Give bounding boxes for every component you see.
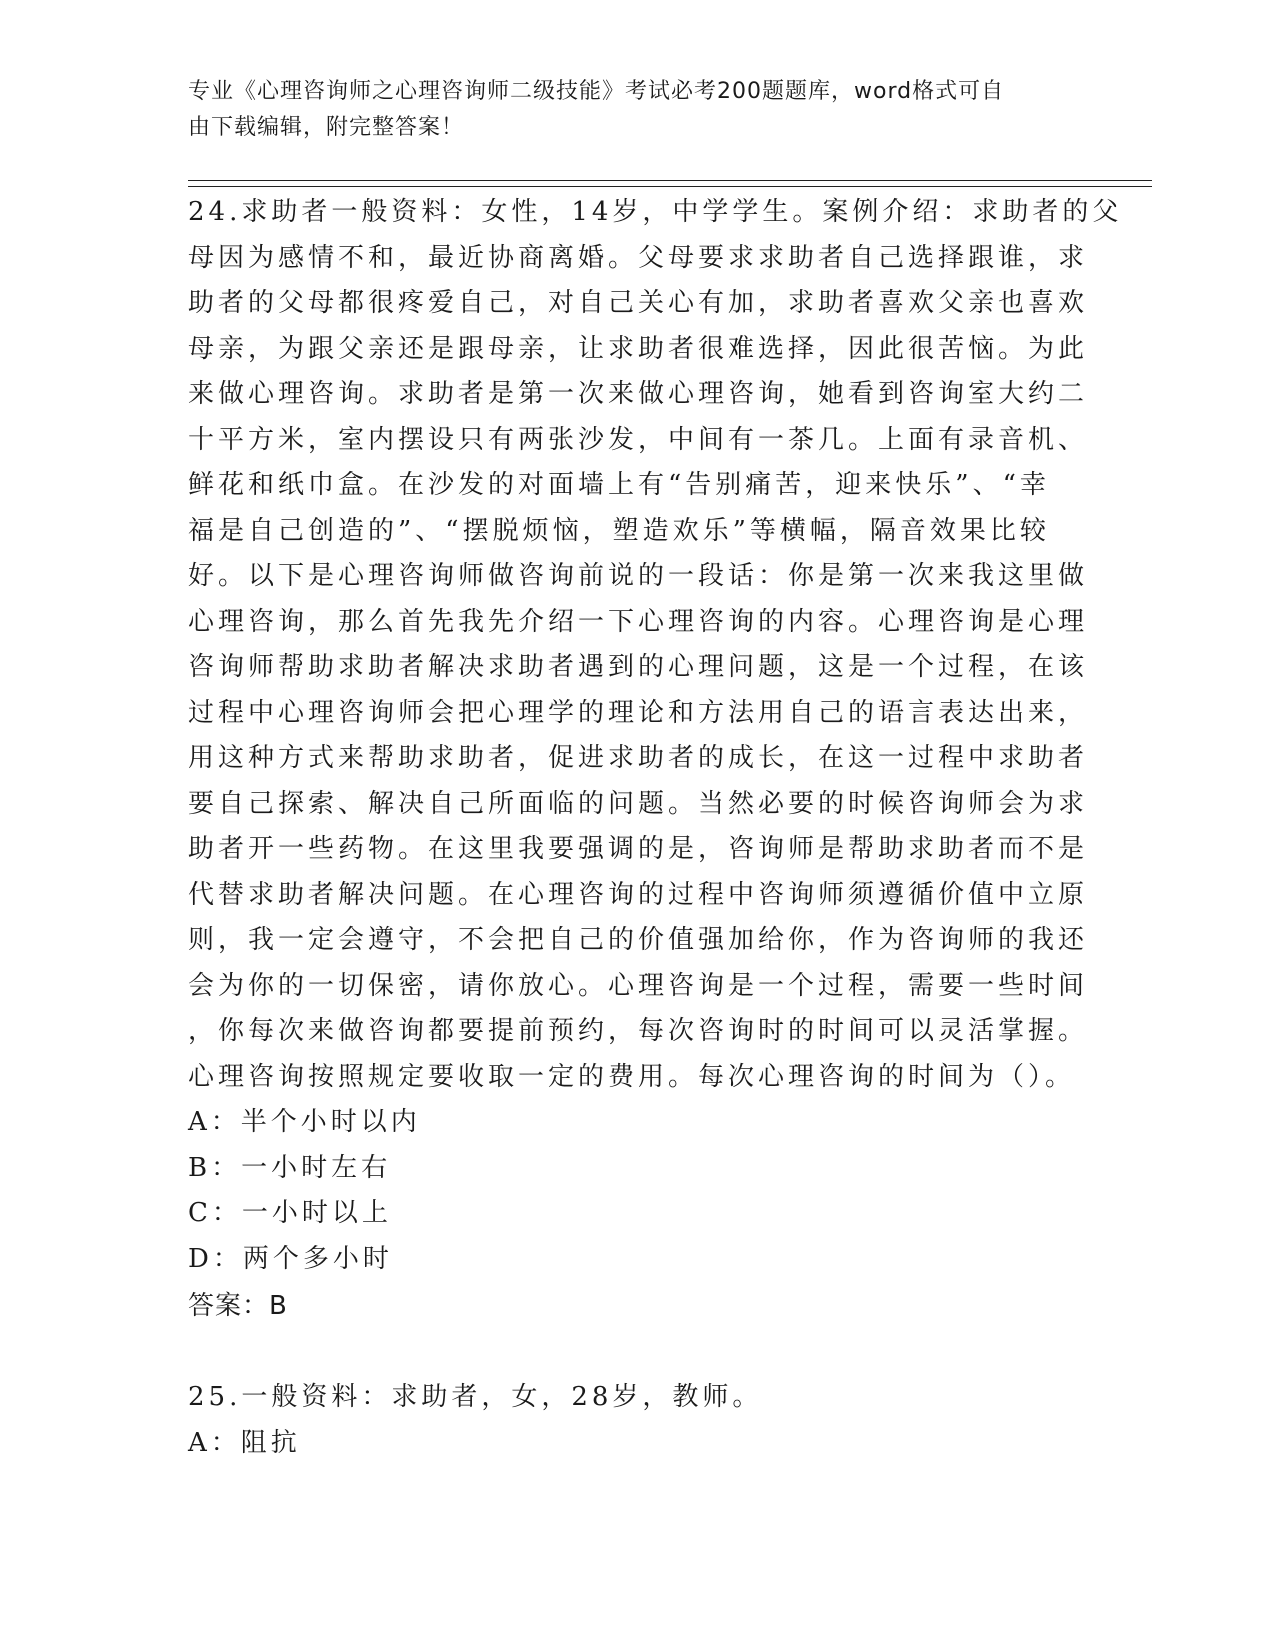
question-text-line: 代替求助者解决问题。在心理咨询的过程中咨询师须遵循价值中立原 [188,879,1089,910]
option-a: A：阻抗 [188,1427,301,1458]
header-line: 由下载编辑，附完整答案！ [188,115,465,140]
question-text-line: 助者开一些药物。在这里我要强调的是，咨询师是帮助求助者而不是 [188,834,1089,864]
question-text-line: 过程中心理咨询师会把心理学的理论和方法用自己的语言表达出来， [188,697,1089,728]
question-24 [188,190,1123,1330]
option-a: A：半个小时以内 [188,1107,421,1137]
question-25 [188,1375,1088,1466]
question-text-line: 来做心理咨询。求助者是第一次来做心理咨询，她看到咨询室大约二 [188,379,1089,409]
header-divider [188,186,1152,187]
question-text-line: 母因为感情不和，最近协商离婚。父母要求求助者自己选择跟谁，求 [188,242,1089,273]
question-text-line: 咨询师帮助求助者解决求助者遇到的心理问题，这是一个过程，在该 [188,652,1089,682]
question-text-line: 25.一般资料：求助者，女，28岁，教师。 [188,1382,763,1412]
question-text-line: 好。以下是心理咨询师做咨询前说的一段话：你是第一次来我这里做 [188,561,1089,591]
question-text-line: 福是自己创造的”、“摆脱烦恼，塑造欢乐”等横幅，隔音效果比较 [188,515,1050,546]
question-text-line: 十平方米，室内摆设只有两张沙发，中间有一茶几。上面有录音机、 [188,424,1089,455]
header-line: 专业《心理咨询师之心理咨询师二级技能》考试必考200题题库，word格式可自 [188,79,1005,104]
question-text-line: 鲜花和纸巾盒。在沙发的对面墙上有“告别痛苦，迎来快乐”、“幸 [188,470,1050,500]
question-text-line: 则，我一定会遵守，不会把自己的价值强加给你，作为咨询师的我还 [188,925,1089,955]
question-text-line: 24.求助者一般资料：女性，14岁，中学学生。案例介绍：求助者的父 [188,197,1123,227]
header-divider [188,180,1152,181]
option-c: C：一小时以上 [188,1198,392,1228]
question-text-line: 用这种方式来帮助求助者，促进求助者的成长，在这一过程中求助者 [188,743,1089,773]
answer-text: 答案：B [188,1291,288,1321]
document-header [188,74,1088,146]
option-b: B：一小时左右 [188,1152,392,1183]
question-text-line: 心理咨询，那么首先我先介绍一下心理咨询的内容。心理咨询是心理 [188,606,1089,637]
question-text-line: 心理咨询按照规定要收取一定的费用。每次心理咨询的时间为（）。 [188,1061,1076,1092]
question-text-line: 助者的父母都很疼爱自己，对自己关心有加，求助者喜欢父亲也喜欢 [188,288,1089,318]
question-text-line: 会为你的一切保密，请你放心。心理咨询是一个过程，需要一些时间 [188,970,1089,1001]
question-text-line: 要自己探索、解决自己所面临的问题。当然必要的时候咨询师会为求 [188,788,1089,819]
question-text-line: 母亲，为跟父亲还是跟母亲，让求助者很难选择，因此很苦恼。为此 [188,333,1089,364]
option-d: D：两个多小时 [188,1243,393,1274]
question-text-line: ，你每次来做咨询都要提前预约，每次咨询时的时间可以灵活掌握。 [188,1016,1089,1046]
